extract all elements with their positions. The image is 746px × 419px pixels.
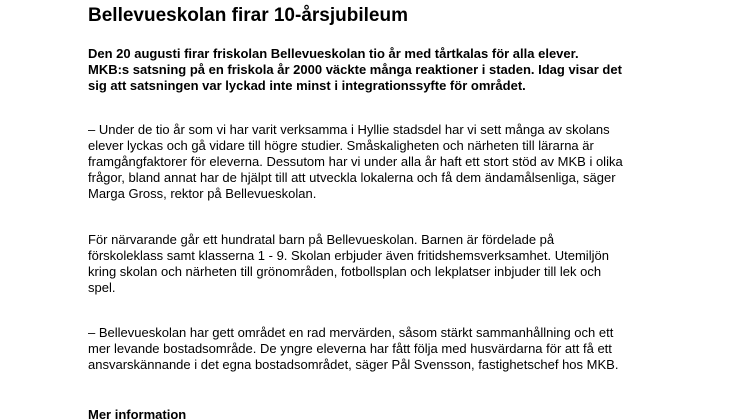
paragraph-line: För närvarande går ett hundratal barn på Bellevueskolan. Barnen är fördelade på [88,232,555,247]
lead-line: Den 20 augusti firar friskolan Bellevueskolan tio år med tårtkalas för alla elever. [88,46,579,61]
lead-line: sig att satsningen var lyckad inte minst i integrationssyfte för området. [88,78,526,93]
article-lead [88,46,648,94]
paragraph-line: frågor, bland annat har de hjälpt till att utveckla lokalerna och få dem ändamålsenliga, säger [88,170,616,185]
paragraph-line: – Under de tio år som vi har varit verksamma i Hyllie stadsdel har vi sett många av skolans [88,122,610,137]
paragraph-line: Marga Gross, rektor på Bellevueskolan. [88,186,317,201]
lead-line: MKB:s satsning på en friskola år 2000 väckte många reaktioner i staden. Idag visar det [88,62,622,77]
more-info-heading: Mer information [88,407,187,419]
paragraph-line: elever lyckas och gå vidare till högre studier. Småskaligheten och närheten till lärarna är [88,138,594,153]
article-title: Bellevueskolan firar 10-årsjubileum [88,5,408,26]
paragraph-line: mer levande bostadsområde. De yngre eleverna har fått följa med husvärdarna för att få ett [88,341,612,356]
paragraph-line: – Bellevueskolan har gett området en rad mervärden, såsom stärkt sammanhållning och ett [88,325,614,340]
paragraph-line: ansvarskännande i det egna bostadsområdet, säger Pål Svensson, fastighetschef hos MKB. [88,357,619,372]
paragraph-rector-quote [88,122,673,202]
paragraph-property-manager-quote [88,325,673,373]
paragraph-line: kring skolan och närheten till grönområden, fotbollsplan och lekplatser inbjuder till lek och [88,264,602,279]
paragraph-school-facts [88,232,673,296]
paragraph-line: framgångfaktorer för eleverna. Dessutom har vi under alla år haft ett stort stöd av MKB i olika [88,154,623,169]
paragraph-line: spel. [88,280,116,295]
paragraph-line: förskoleklass samt klasserna 1 - 9. Skolan erbjuder även fritidshemsverksamhet. Utemiljön [88,248,609,263]
